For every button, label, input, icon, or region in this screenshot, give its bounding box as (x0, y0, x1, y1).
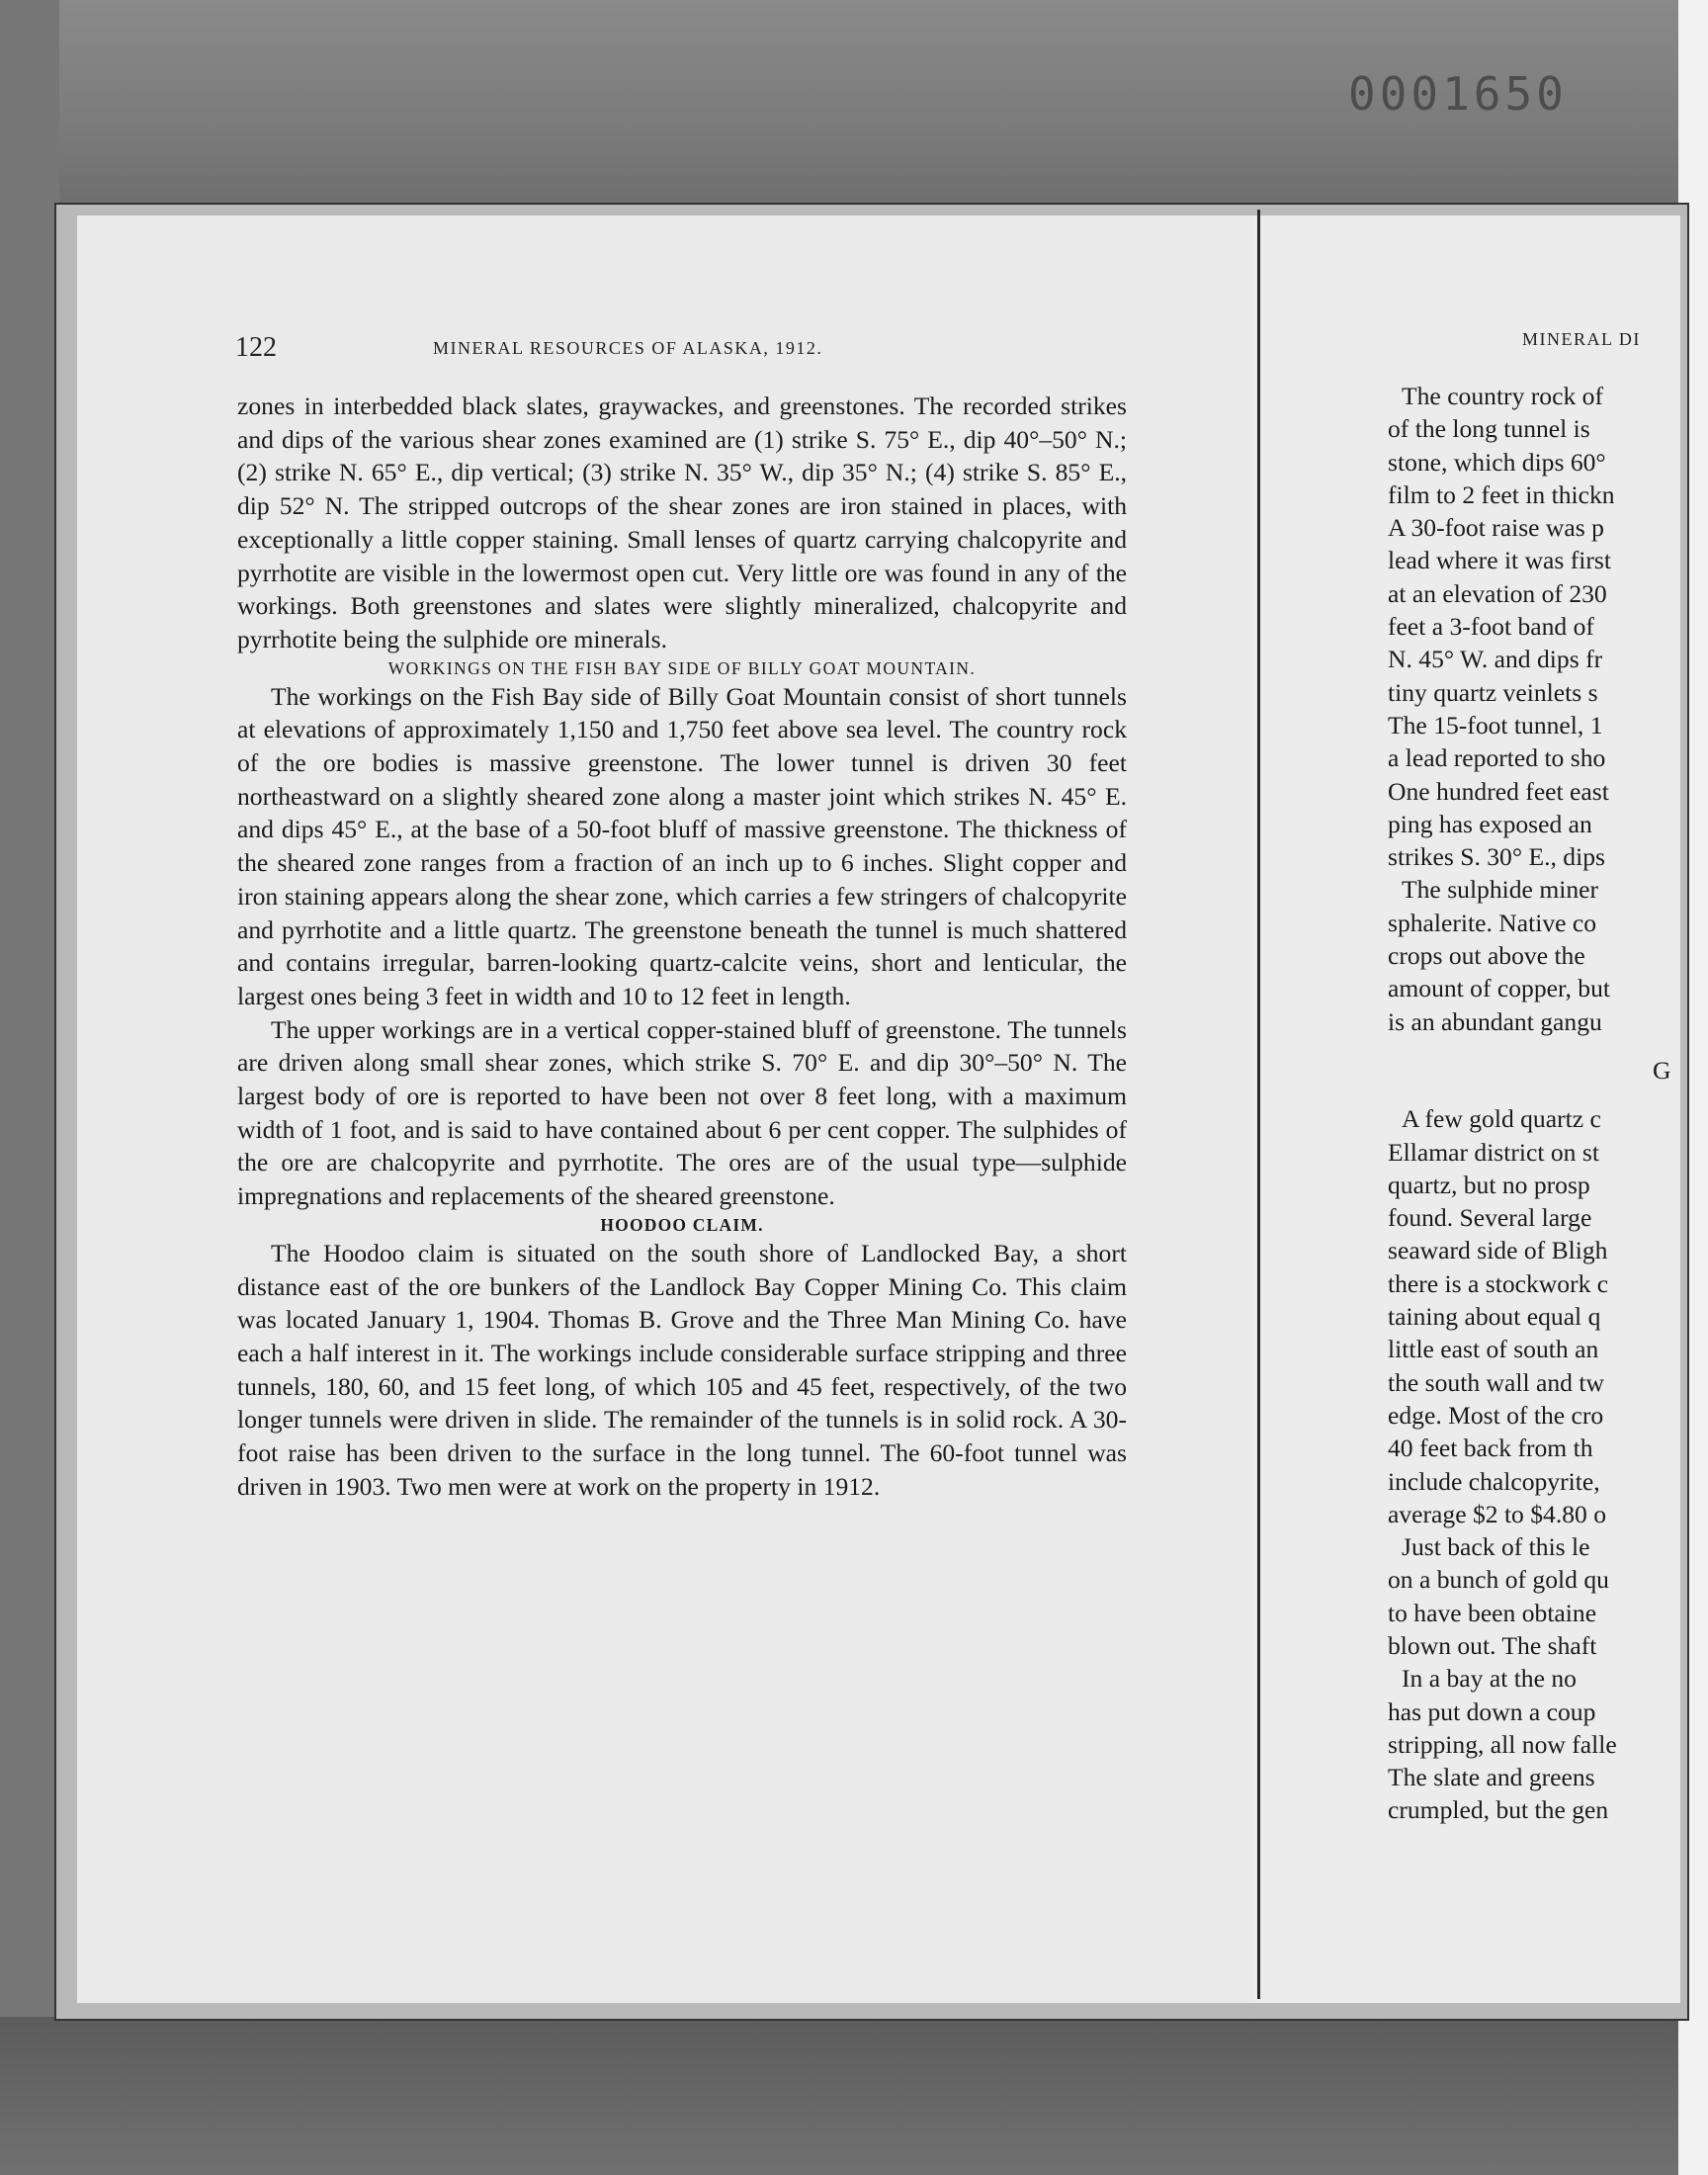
right-line: has put down a coup (1388, 1696, 1596, 1726)
section-heading-fish-bay: WORKINGS ON THE FISH BAY SIDE OF BILLY GOAT MOUNTAIN. (387, 657, 977, 678)
right-line: lead where it was first (1388, 546, 1611, 575)
right-line: to have been obtaine (1388, 1598, 1597, 1627)
right-line: taining about equal q (1388, 1302, 1601, 1332)
right-spacer (1388, 1087, 1680, 1102)
page-number: 122 (235, 332, 277, 363)
right-line: The country rock of (1402, 382, 1603, 410)
paragraph-fish-bay-2: The upper workings are in a vertical copper-stained bluff of greenstone. The tunnels are driven along small shear zones, which strike S. 70° E. and dip 30°–50° N. The largest body of ore is reported to have been not over 8 feet long, with a maximum width of 1 foot, and is said to have contained about 6 per cent copper. The sulphides of the ore are chalcopyrite and pyrrhotite. The ores are of the usual type—sulphide impregnations and replacements of the sheared greenstone. (237, 1014, 1127, 1211)
paragraph-fish-bay-1: The workings on the Fish Bay side of Billy Goat Mountain consist of short tunnels at elevations of approximately 1,150 and 1,750 feet above sea level. The country rock of the ore bodies is massive greenstone. The lower tunnel is driven 30 feet northeastward on a slightly sheared zone along a master joint which strikes N. 45° E. and dips 45° E., at the base of a 50-foot bluff of massive greenstone. The thickness of the sheared zone ranges from a fraction of an inch up to 6 inches. Slight copper and iron staining appears along the shear zone, which carries a few stringers of chalcopyrite and pyrrhotite and a little quartz. The greenstone beneath the tunnel is much shattered and contains irregular, barren-looking quartz-calcite veins, short and lenticular, the largest ones being 3 feet in width and 10 to 12 feet in length. (237, 681, 1127, 1010)
right-line: there is a stockwork c (1388, 1268, 1609, 1298)
section-heading-hoodoo: HOODOO CLAIM. (600, 1214, 764, 1235)
right-line: at an elevation of 230 (1388, 578, 1607, 608)
right-running-head: MINERAL DI (1522, 329, 1641, 349)
right-line: on a bunch of gold qu (1388, 1565, 1609, 1595)
left-text-column (237, 390, 1127, 1504)
right-line: is an abundant gangu (1388, 1006, 1602, 1036)
right-line: The slate and greens (1388, 1763, 1595, 1792)
right-line: stone, which dips 60° (1388, 447, 1606, 477)
right-line: crumpled, but the gen (1388, 1795, 1609, 1825)
right-line: One hundred feet east (1388, 776, 1609, 806)
right-line: The sulphide miner (1402, 875, 1599, 905)
right-line: crops out above the (1388, 941, 1585, 971)
right-line: found. Several large (1388, 1203, 1592, 1233)
right-section-heading: G (1653, 1055, 1671, 1085)
right-spacer (1388, 1038, 1680, 1054)
right-text-column (1388, 380, 1680, 1827)
right-line: edge. Most of the cro (1388, 1400, 1604, 1430)
running-head: MINERAL RESOURCES OF ALASKA, 1912. (433, 338, 823, 358)
scan-background-bottom (0, 2017, 1708, 2175)
right-line: a lead reported to sho (1388, 743, 1606, 773)
right-line: sphalerite. Native co (1388, 908, 1597, 937)
right-line: average $2 to $4.80 o (1388, 1499, 1607, 1528)
right-line: ping has exposed an (1388, 809, 1592, 838)
right-line: quartz, but no prosp (1388, 1170, 1590, 1199)
right-line: film to 2 feet in thickn (1388, 479, 1615, 509)
right-line: A few gold quartz c (1402, 1104, 1601, 1134)
right-line: seaward side of Bligh (1388, 1236, 1608, 1265)
right-line: tiny quartz veinlets s (1388, 677, 1598, 707)
paragraph-intro: zones in interbedded black slates, graywackes, and greenstones. The recorded strikes and dips of the various shear zones examined are (1) strike S. 75° E., dip 40°–50° N.; (2) strike N. 65° E., dip vertical; (3) strike N. 35° W., dip 35° N.; (4) strike S. 85° E., dip 52° N. The stripped outcrops of the shear zones are iron stained in places, with exceptionally a little copper staining. Small lenses of quartz carrying chalcopyrite and pyrrhotite are visible in the lowermost open cut. Very little ore was found in any of the workings. Both greenstones and slates were slightly mineralized, chalcopyrite and pyrrhotite being the sulphide ore minerals. (237, 392, 1127, 653)
right-line: include chalcopyrite, (1388, 1466, 1600, 1496)
right-line: of the long tunnel is (1388, 414, 1590, 444)
archive-stamp-number: 0001650 (1348, 67, 1568, 121)
right-line: feet a 3-foot band of (1388, 612, 1594, 642)
right-line: In a bay at the no (1402, 1664, 1577, 1694)
right-line: 40 feet back from th (1388, 1434, 1593, 1463)
scan-background-left (0, 0, 59, 2175)
right-line: Ellamar district on st (1388, 1137, 1599, 1167)
right-line: little east of south an (1388, 1335, 1599, 1364)
right-line: The 15-foot tunnel, 1 (1388, 710, 1603, 740)
right-line: Just back of this le (1402, 1532, 1590, 1562)
paragraph-hoodoo: The Hoodoo claim is situated on the south shore of Landlocked Bay, a short distance east of the ore bunkers of the Landlock Bay Copper Mining Co. This claim was located January 1, 1904. Thomas B. Grove and the Three Man Mining Co. have each a half interest in it. The workings include considerable surface stripping and three tunnels, 180, 60, and 15 feet long, of which 105 and 45 feet, respectively, of the two longer tunnels were driven in slide. The remainder of the tunnels is in solid rock. A 30-foot raise has been driven to the surface in the long tunnel. The 60-foot tunnel was driven in 1903. Two men were at work on the property in 1912. (237, 1238, 1127, 1501)
right-line: blown out. The shaft (1388, 1630, 1597, 1660)
right-line: amount of copper, but (1388, 974, 1610, 1003)
right-line: N. 45° W. and dips fr (1388, 645, 1603, 674)
right-line: strikes S. 30° E., dips (1388, 842, 1605, 872)
right-line: the south wall and tw (1388, 1367, 1604, 1397)
right-line: A 30-foot raise was p (1388, 513, 1604, 543)
right-line: stripping, all now falle (1388, 1729, 1617, 1759)
page-gutter (1257, 210, 1260, 1999)
